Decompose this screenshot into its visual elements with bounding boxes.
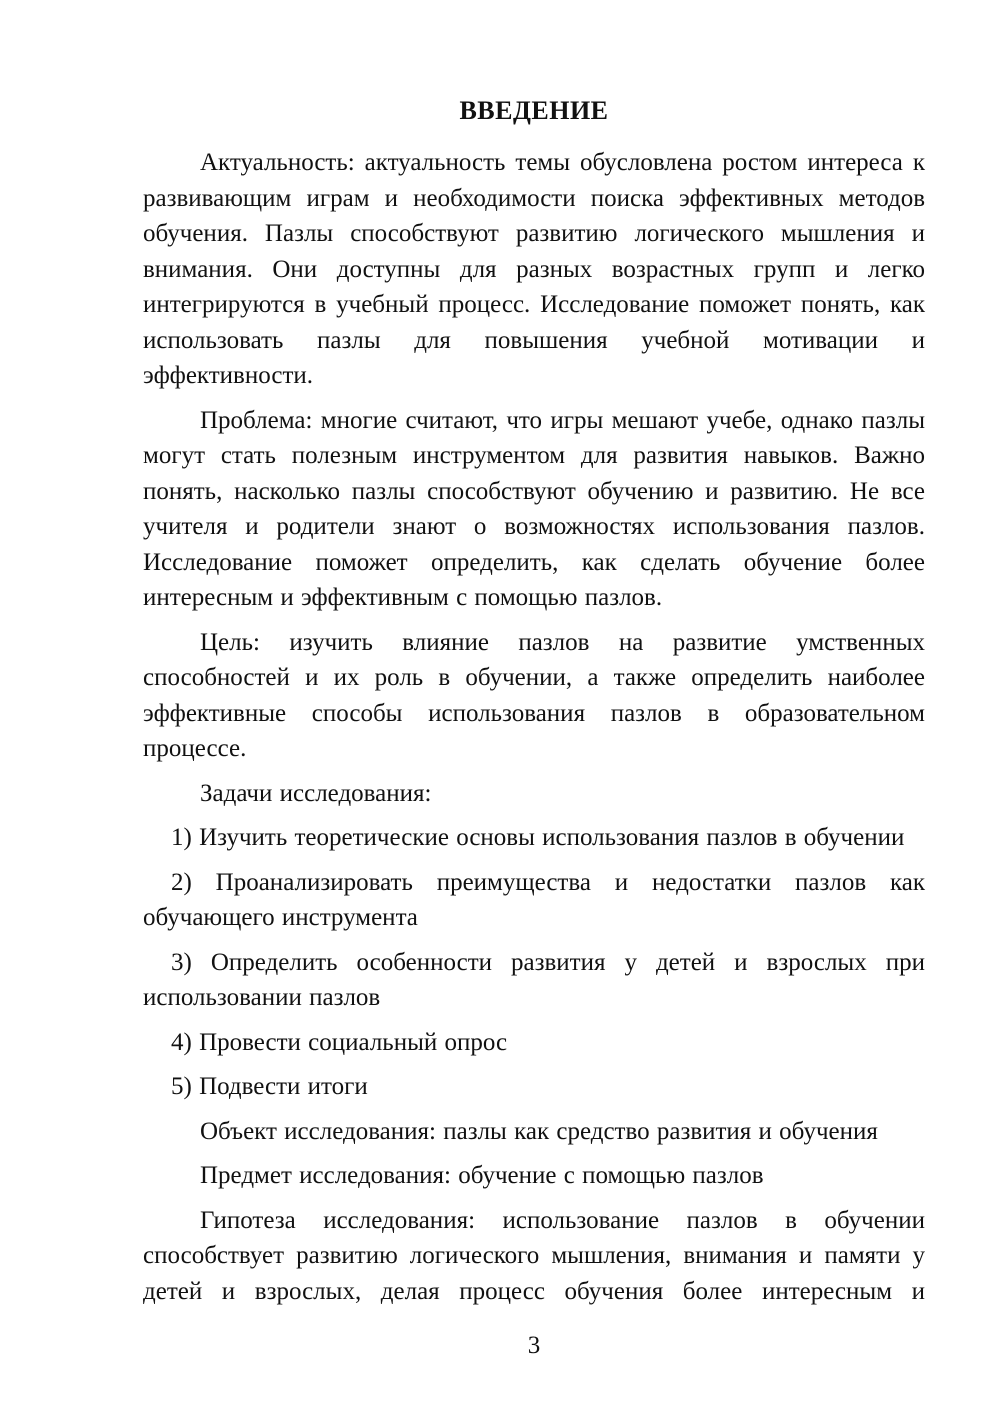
page-title: ВВЕДЕНИЕ [459,96,609,125]
task-item-2: 2) Проанализировать преимущества и недостатки пазлов как обучающего инструмента [143,868,925,931]
task-item-4: 4) Провести социальный опрос [171,1028,508,1056]
paragraph-predmet: Предмет исследования: обучение с помощью пазлов [200,1162,764,1189]
text-block [143,93,925,1318]
task-item-5: 5) Подвести итоги [171,1073,368,1100]
page-number: 3 [527,1332,541,1359]
paragraph-zadachi-label: Задачи исследования: [200,779,432,807]
paragraph-aktualnost: Актуальность: актуальность темы обусловлена ростом интереса к развивающим играм и необходимости поиска эффективных методов обучения. Пазлы способствуют развитию логического мышления и внимания. Они доступны для разных возрастных групп и легко интегрируются в учебный процесс. Исследование поможет понять, как использовать пазлы для повышения учебной мотивации и эффективности. [143,149,925,389]
task-item-1: 1) Изучить теоретические основы использования пазлов в обучении [171,824,905,851]
paragraph-problema: Проблема: многие считают, что игры мешают учебе, однако пазлы могут стать полезным инструментом для развития навыков. Важно понять, насколько пазлы способствуют обучению и развитию. Не все учителя и родители знают о возможностях использования пазлов. Исследование поможет определить, как сделать обучение более интересным и эффективным с помощью пазлов. [143,406,925,611]
paragraph-gipoteza: Гипотеза исследования: использование пазлов в обучении способствует развитию логического мышления, внимания и памяти у детей и взрослых, делая процесс обучения более интересным и [143,1206,925,1305]
paragraph-obyekt: Объект исследования: пазлы как средство развития и обучения [200,1117,878,1145]
paragraph-tsel: Цель: изучить влияние пазлов на развитие умственных способностей и их роль в обучении, а также определить наиболее эффективные способы использования пазлов в образовательном процессе. [143,628,925,762]
task-item-3: 3) Определить особенности развития у детей и взрослых при использовании пазлов [143,948,925,1011]
